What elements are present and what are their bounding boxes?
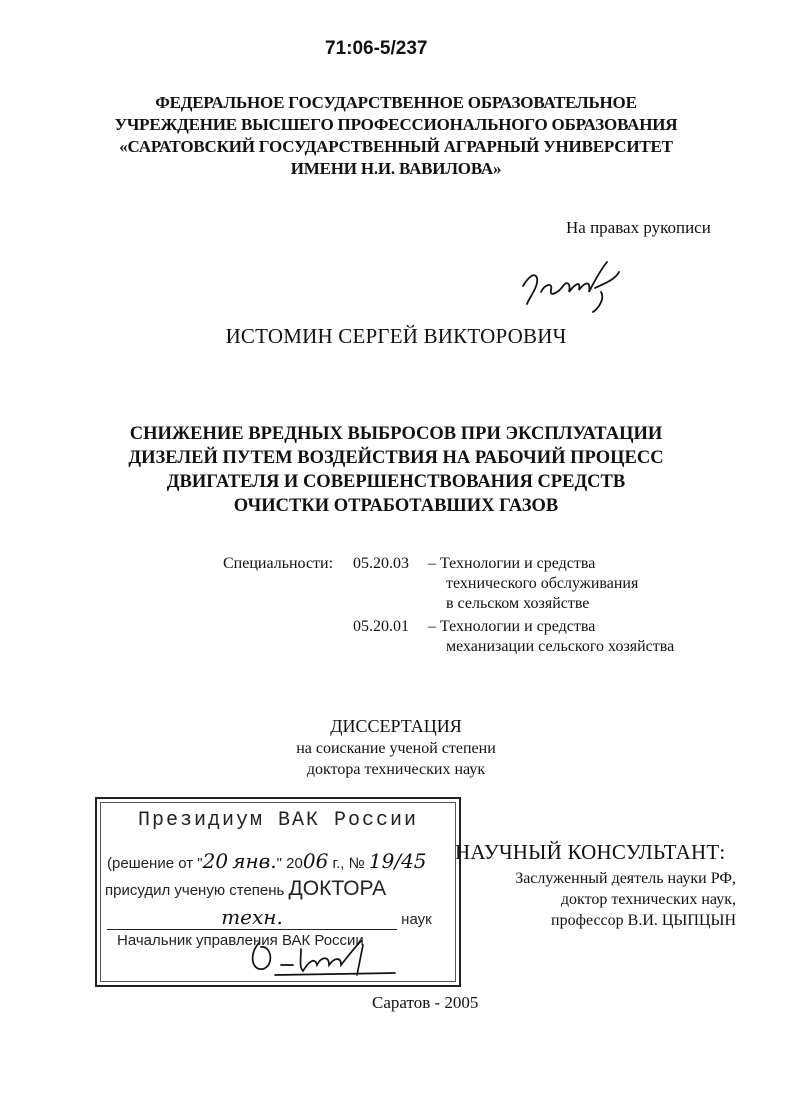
specialty-line: – Технологии и средства xyxy=(428,618,596,635)
stamp-decision-prefix: (решение от " xyxy=(107,855,203,872)
specialty-line: технического обслуживания xyxy=(446,575,639,592)
specialties-label: Специальности: xyxy=(223,555,334,572)
institution-line: ФЕДЕРАЛЬНОЕ ГОСУДАРСТВЕННОЕ ОБРАЗОВАТЕЛЬНОЕ xyxy=(155,93,637,112)
stamp-date-day: 20 xyxy=(202,849,229,873)
institution-line: «САРАТОВСКИЙ ГОСУДАРСТВЕННЫЙ АГРАРНЫЙ УНИВЕРСИТЕТ xyxy=(119,137,673,156)
title-line: ОЧИСТКИ ОТРАБОТАВШИХ ГАЗОВ xyxy=(233,496,559,516)
dissertation-title xyxy=(0,422,792,518)
stamp-field-line xyxy=(107,905,432,930)
stamp-year-prefix: " 20 xyxy=(276,855,303,872)
stamp-chief: Начальник управления ВАК России xyxy=(117,932,364,949)
stamp-awarded: присудил ученую степень xyxy=(105,882,285,899)
stamp-date-month: янв. xyxy=(232,849,277,873)
registration-code: 71:06-5/237 xyxy=(325,38,428,59)
specialty-description xyxy=(428,617,674,657)
institution-block xyxy=(0,92,792,180)
stamp-title: Президиум ВАК России xyxy=(137,809,419,832)
title-line: СНИЖЕНИЕ ВРЕДНЫХ ВЫБРОСОВ ПРИ ЭКСПЛУАТАЦИИ xyxy=(129,424,663,444)
stamp-field: техн. xyxy=(107,905,397,930)
specialty-description xyxy=(428,554,638,614)
stamp-signature-image xyxy=(245,935,425,979)
specialty-code: 05.20.01 xyxy=(353,618,409,635)
stamp-degree: ДОКТОРА xyxy=(288,877,387,900)
specialty-line: механизации сельского хозяйства xyxy=(446,638,675,655)
specialty-code: 05.20.03 xyxy=(353,555,409,572)
manuscript-rights: На правах рукописи xyxy=(566,218,711,237)
stamp-year-suffix: г., № xyxy=(332,855,365,872)
title-line: ДВИГАТЕЛЯ И СОВЕРШЕНСТВОВАНИЯ СРЕДСТВ xyxy=(166,472,626,492)
dissertation-heading: ДИССЕРТАЦИЯ xyxy=(330,716,462,736)
stamp-decision-line xyxy=(107,849,427,873)
stamp-sciences: наук xyxy=(401,911,432,928)
stamp-award-line xyxy=(105,877,386,901)
title-line: ДИЗЕЛЕЙ ПУТЕМ ВОЗДЕЙСТВИЯ НА РАБОЧИЙ ПРОЦЕСС xyxy=(128,448,664,468)
consultant-details xyxy=(515,868,736,931)
consultant-line: Заслуженный деятель науки РФ, xyxy=(515,870,736,887)
consultant-line: доктор технических наук, xyxy=(560,891,736,908)
stamp-date-year: 06 xyxy=(302,849,329,873)
consultant-line: профессор В.И. ЦЫПЦЫН xyxy=(551,912,736,929)
author-name: ИСТОМИН СЕРГЕЙ ВИКТОРОВИЧ xyxy=(225,324,567,348)
city-year: Саратов - 2005 xyxy=(372,993,479,1012)
consultant-heading: НАУЧНЫЙ КОНСУЛЬТАНТ: xyxy=(455,840,726,864)
specialty-line: в сельском хозяйстве xyxy=(446,595,590,612)
stamp-decision-number: 19/45 xyxy=(368,849,427,873)
vak-stamp xyxy=(95,797,461,987)
degree-line: на соискание ученой степени xyxy=(296,740,496,757)
specialty-line: – Технологии и средства xyxy=(428,555,596,572)
signature-image xyxy=(515,258,625,318)
degree-line: доктора технических наук xyxy=(306,761,486,778)
institution-line: ИМЕНИ Н.И. ВАВИЛОВА» xyxy=(290,159,502,178)
institution-line: УЧРЕЖДЕНИЕ ВЫСШЕГО ПРОФЕССИОНАЛЬНОГО ОБРАЗОВАНИЯ xyxy=(114,115,678,134)
